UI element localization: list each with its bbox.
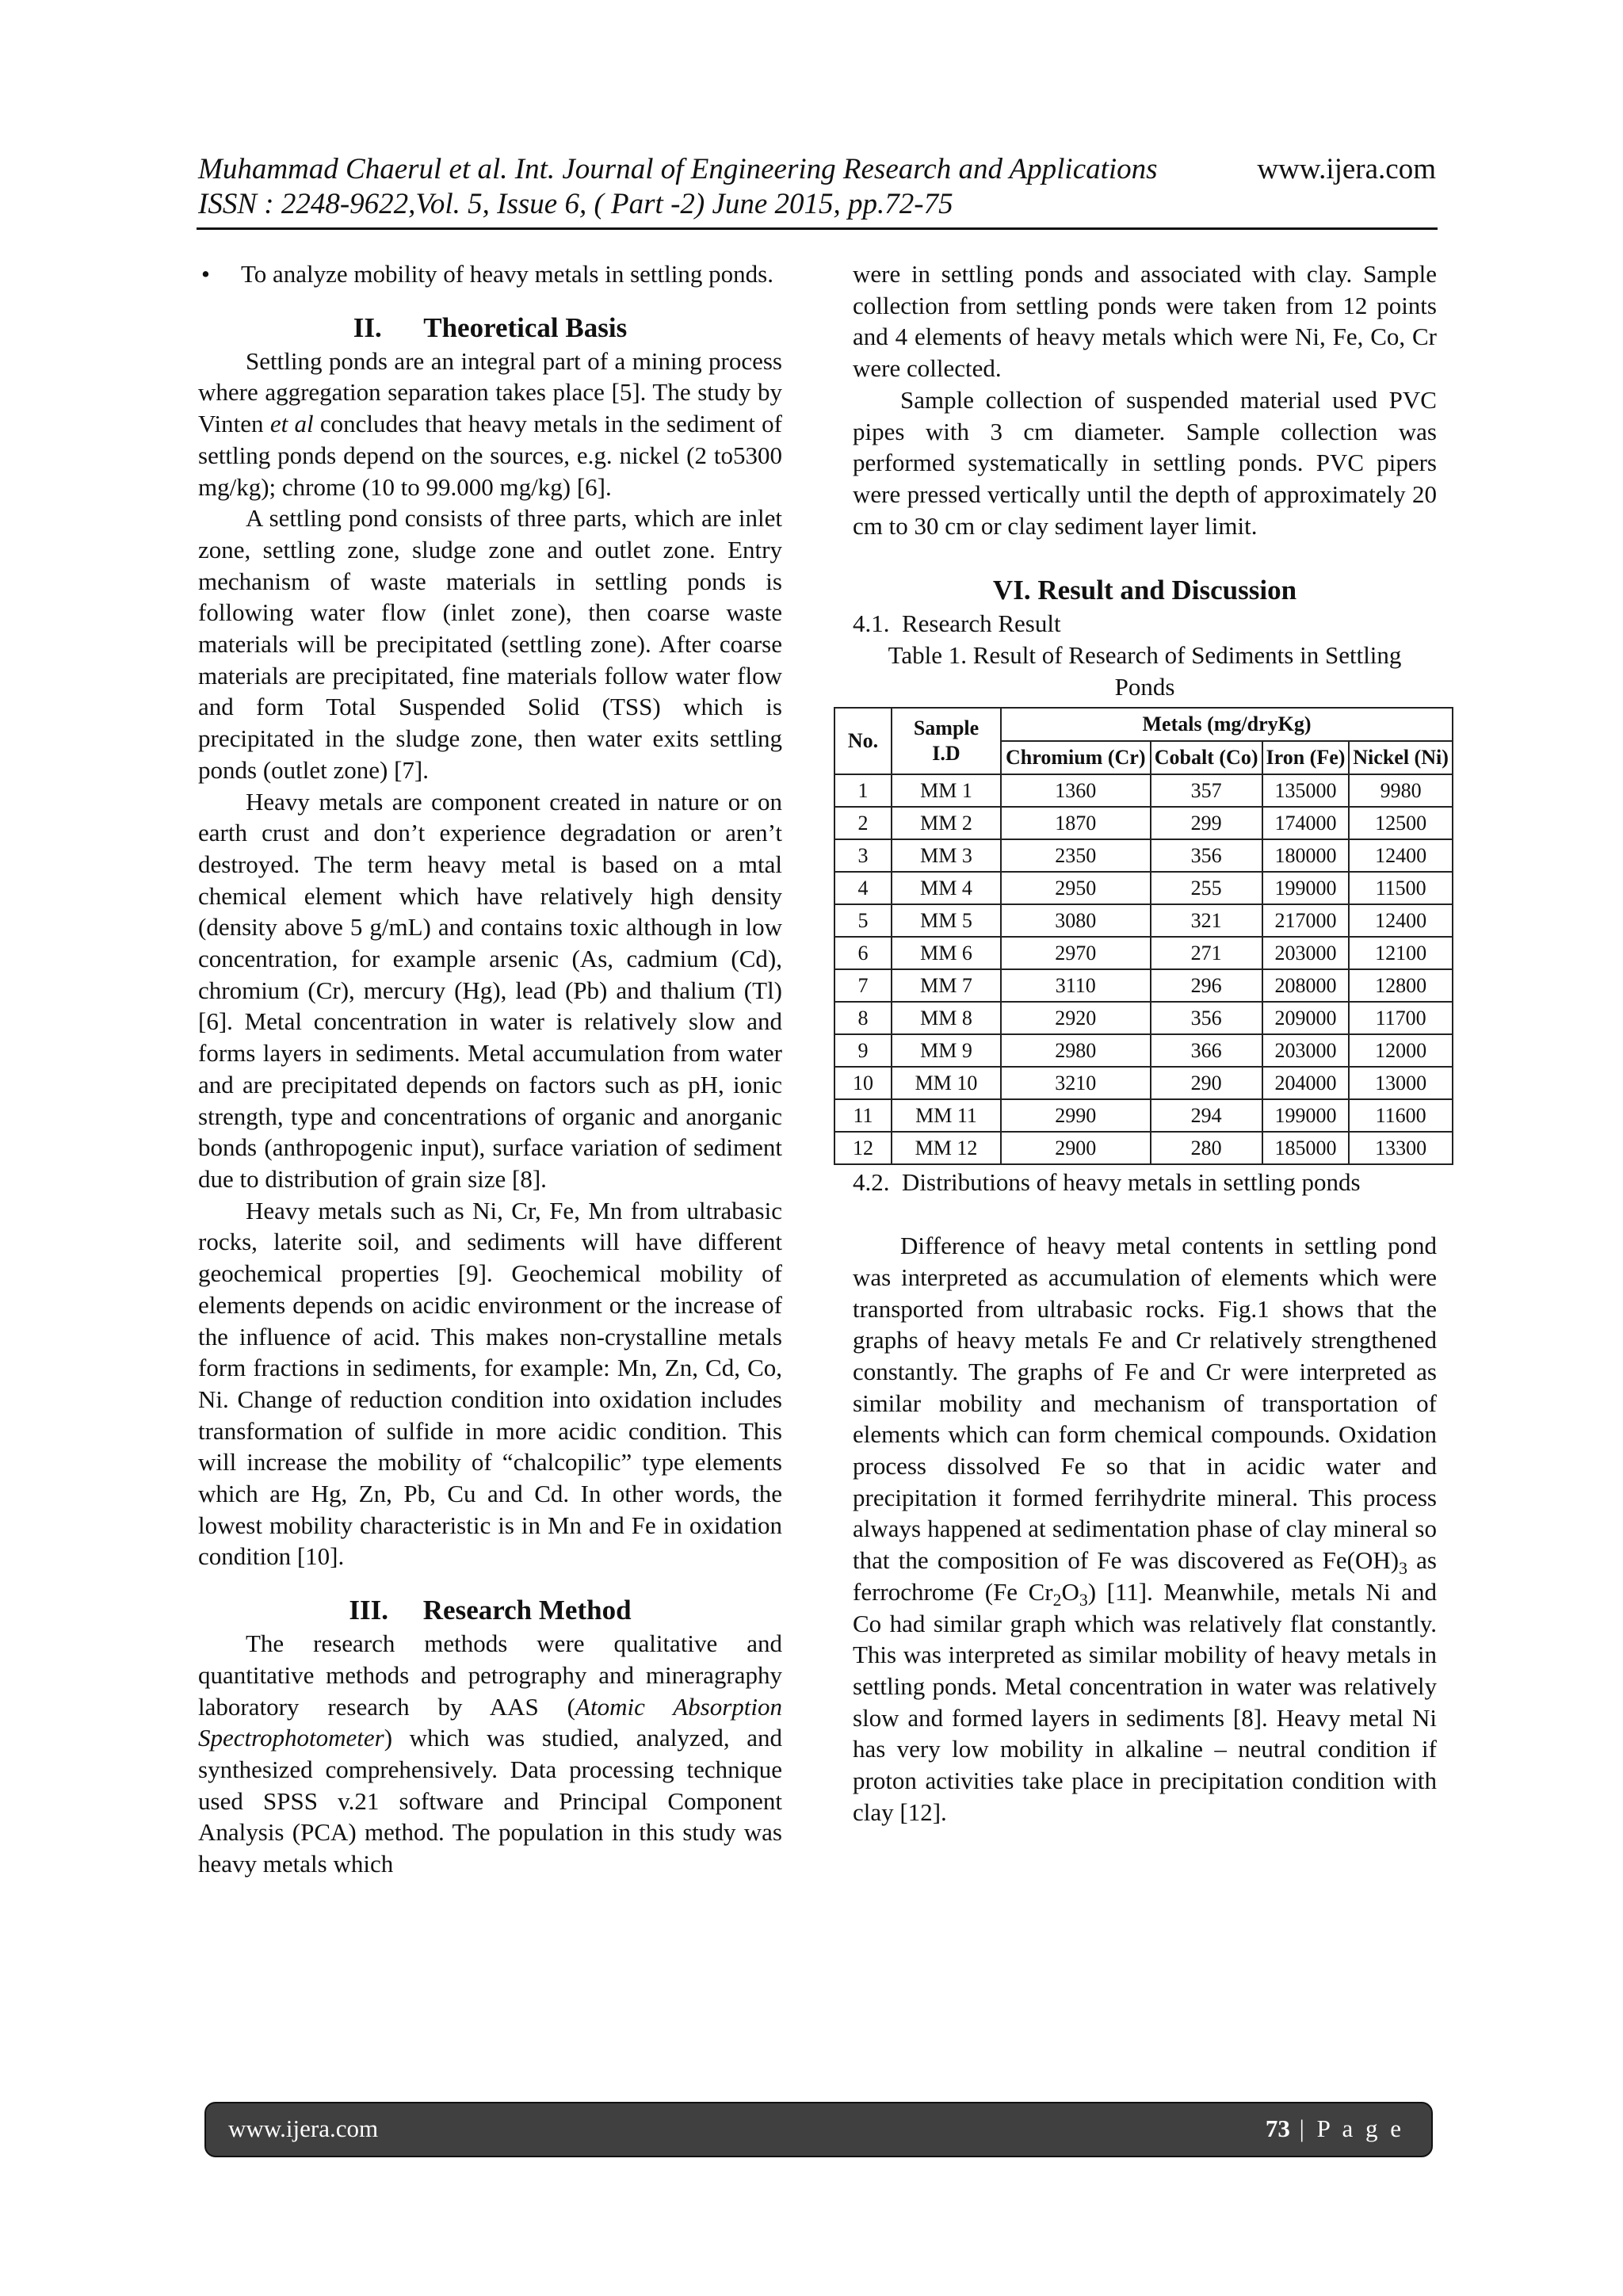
cell-chromium: 2990 xyxy=(1001,1099,1151,1132)
cell-iron: 185000 xyxy=(1262,1132,1349,1164)
cell-cobalt: 271 xyxy=(1151,937,1262,969)
italic-text: et al xyxy=(269,410,314,438)
cell-iron: 199000 xyxy=(1262,1099,1349,1132)
cell-no: 12 xyxy=(834,1132,892,1164)
section-body-theoretical-basis xyxy=(198,346,782,1572)
cell-no: 11 xyxy=(834,1099,892,1132)
running-header xyxy=(198,152,1436,222)
text-run: Sample collection of suspended material used PVC pipes with 3 cm diameter. Sample collection was performed systematically in settling ponds. PVC pipers were pressed vertically until the depth of approximately 20 cm to 30 cm or clay sediment layer limit. xyxy=(853,385,1437,540)
cell-nickel: 13000 xyxy=(1349,1067,1453,1099)
cell-cobalt: 280 xyxy=(1151,1132,1262,1164)
cell-nickel: 12400 xyxy=(1349,839,1453,872)
cell-no: 9 xyxy=(834,1034,892,1067)
cell-cobalt: 356 xyxy=(1151,839,1262,872)
footer-website: www.ijera.com xyxy=(228,2115,379,2142)
cell-chromium: 2350 xyxy=(1001,839,1151,872)
cell-cobalt: 357 xyxy=(1151,774,1262,807)
paragraph xyxy=(853,258,1437,384)
text-run: Heavy metals are component created in nature or on earth crust and don’t experience degradation or aren’t destroyed. The term heavy metal is based on a mtal chemical element which have relatively high density (density above 5 g/mL) and contains toxic although in low concentration, for example arsenic (As, cadmium (Cd), chromium (Cr), mercury (Hg), lead (Pb) and thalium (Tl) [6]. Metal concentration in water is relatively slow and forms layers in sediments. Metal accumulation from water and are precipitated depends on factors such as pH, ionic strength, type and concentrations of organic and anorganic bonds (anthropogenic input), surface variation of sediment due to distribution of grain size [8]. xyxy=(198,787,782,1193)
text-run: O xyxy=(1061,1577,1079,1606)
cell-no: 1 xyxy=(834,774,892,807)
header-cobalt: Cobalt (Co) xyxy=(1151,741,1262,774)
cell-iron: 217000 xyxy=(1262,904,1349,937)
cell-no: 5 xyxy=(834,904,892,937)
paragraph xyxy=(198,346,782,503)
cell-chromium: 1360 xyxy=(1001,774,1151,807)
cell-chromium: 2950 xyxy=(1001,872,1151,904)
text-run: The research methods were qualitative and quantitative methods and petrography and mineragraphy laboratory research by AAS ( xyxy=(198,1629,782,1721)
table-row xyxy=(834,937,1453,969)
cell-sample-id: MM 4 xyxy=(892,872,1001,904)
page-footer xyxy=(204,2102,1433,2157)
paragraph xyxy=(853,384,1437,542)
cell-nickel: 12000 xyxy=(1349,1034,1453,1067)
cell-cobalt: 294 xyxy=(1151,1099,1262,1132)
text-run: as ferrochrome (Fe Cr xyxy=(853,1546,1437,1606)
table-row xyxy=(834,904,1453,937)
subscript: 3 xyxy=(1399,1559,1407,1579)
section-heading-result-discussion: VI. Result and Discussion xyxy=(992,575,1297,606)
cell-nickel: 12500 xyxy=(1349,807,1453,839)
cell-cobalt: 366 xyxy=(1151,1034,1262,1067)
cell-no: 8 xyxy=(834,1002,892,1034)
cell-no: 6 xyxy=(834,937,892,969)
header-sample-id: Sample I.D xyxy=(892,708,1001,774)
paragraph xyxy=(853,1230,1437,1828)
paragraph xyxy=(198,786,782,1195)
cell-iron: 199000 xyxy=(1262,872,1349,904)
cell-cobalt: 299 xyxy=(1151,807,1262,839)
results-table xyxy=(834,707,1453,1165)
cell-cobalt: 356 xyxy=(1151,1002,1262,1034)
cell-iron: 180000 xyxy=(1262,839,1349,872)
cell-sample-id: MM 2 xyxy=(892,807,1001,839)
cell-no: 4 xyxy=(834,872,892,904)
page-label: | P a g e xyxy=(1299,2115,1404,2142)
text-run: ) [11]. Meanwhile, metals Ni and Co had similar graph which was relatively flat constantly. This was interpreted as similar mobility of heavy metals in settling ponds. Metal concentration in water was relatively slow and formed layers in sediments [8]. Heavy metal Ni has very low mobility in alkaline – neutral condition if proton activities take place in precipitation condition with clay [12]. xyxy=(853,1577,1437,1826)
cell-chromium: 2920 xyxy=(1001,1002,1151,1034)
issn-line: ISSN : 2248-9622,Vol. 5, Issue 6, ( Part -2) June 2015, pp.72-75 xyxy=(198,188,953,220)
cell-cobalt: 296 xyxy=(1151,969,1262,1002)
cell-iron: 135000 xyxy=(1262,774,1349,807)
table-row xyxy=(834,969,1453,1002)
cell-chromium: 2900 xyxy=(1001,1132,1151,1164)
paragraph xyxy=(198,1195,782,1572)
paragraph xyxy=(198,1628,782,1880)
table-row xyxy=(834,1132,1453,1164)
header-iron: Iron (Fe) xyxy=(1262,741,1349,774)
table-row xyxy=(834,774,1453,807)
cell-iron: 203000 xyxy=(1262,937,1349,969)
section-body-distributions xyxy=(853,1230,1437,1828)
journal-website: www.ijera.com xyxy=(1257,153,1436,185)
header-chromium: Chromium (Cr) xyxy=(1001,741,1151,774)
section-body-research-method xyxy=(198,1628,782,1880)
table-caption: Table 1. Result of Research of Sediments in Settling Ponds xyxy=(888,641,1402,701)
header-nickel: Nickel (Ni) xyxy=(1349,741,1453,774)
cell-chromium: 3080 xyxy=(1001,904,1151,937)
header-rule xyxy=(197,227,1438,230)
text-run: ) which was studied, analyzed, and synthesized comprehensively. Data processing technique used SPSS v.21 software and Principal Component Analysis (PCA) method. The population in this study was heavy metals which xyxy=(198,1724,782,1878)
cell-sample-id: MM 11 xyxy=(892,1099,1001,1132)
cell-chromium: 1870 xyxy=(1001,807,1151,839)
cell-nickel: 12100 xyxy=(1349,937,1453,969)
cell-nickel: 11500 xyxy=(1349,872,1453,904)
right-column xyxy=(847,258,1449,1828)
page-number: 73 xyxy=(1265,2115,1290,2142)
cell-nickel: 13300 xyxy=(1349,1132,1453,1164)
cell-no: 10 xyxy=(834,1067,892,1099)
subsection-heading-4-2: 4.2. Distributions of heavy metals in settling ponds xyxy=(853,1168,1361,1197)
table-row xyxy=(834,839,1453,872)
table-row xyxy=(834,1034,1453,1067)
text-run: concludes that heavy metals in the sediment of settling ponds depend on the sources, e.g. nickel (2 to5300 mg/kg); chrome (10 to 99.000 mg/kg) [6]. xyxy=(198,410,783,501)
cell-iron: 208000 xyxy=(1262,969,1349,1002)
bullet-item xyxy=(198,258,782,290)
bullet-icon: • xyxy=(201,260,210,288)
cell-cobalt: 290 xyxy=(1151,1067,1262,1099)
text-run: Difference of heavy metal contents in settling pond was interpreted as accumulation of elements which were transported from ultrabasic rocks. Fig.1 shows that the graphs of heavy metals Fe and Cr relatively strengthened constantly. The graphs of Fe and Cr were interpreted as similar mobility and mechanism of transportation of elements which can form chemical compounds. Oxidation process dissolved Fe so that in acidic water and precipitation it formed ferrihydrite mineral. This process always happened at sedimentation phase of clay mineral so that the composition of Fe was discovered as Fe(OH) xyxy=(853,1232,1437,1575)
cell-sample-id: MM 10 xyxy=(892,1067,1001,1099)
footer-page-number xyxy=(1266,2115,1404,2143)
cell-cobalt: 255 xyxy=(1151,872,1262,904)
cell-nickel: 11700 xyxy=(1349,1002,1453,1034)
journal-citation: Muhammad Chaerul et al. Int. Journal of Engineering Research and Applications xyxy=(198,153,1158,185)
text-run: A settling pond consists of three parts, which are inlet zone, settling zone, sludge zone and outlet zone. Entry mechanism of waste materials in settling ponds is following water flow (inlet zone), then coarse waste materials will be precipitated (settling zone). After coarse materials are precipitated, fine materials follow water flow and form Total Suspended Solid (TSS) which is precipitated in the sludge zone, then water exits settling ponds (outlet zone) [7]. xyxy=(198,504,782,784)
cell-nickel: 12400 xyxy=(1349,904,1453,937)
cell-chromium: 2970 xyxy=(1001,937,1151,969)
cell-iron: 203000 xyxy=(1262,1034,1349,1067)
cell-iron: 204000 xyxy=(1262,1067,1349,1099)
cell-nickel: 11600 xyxy=(1349,1099,1453,1132)
bullet-text: To analyze mobility of heavy metals in settling ponds. xyxy=(241,260,773,288)
cell-sample-id: MM 5 xyxy=(892,904,1001,937)
cell-sample-id: MM 9 xyxy=(892,1034,1001,1067)
subscript: 2 xyxy=(1052,1591,1062,1610)
header-metals: Metals (mg/dryKg) xyxy=(1001,708,1453,741)
text-run: Settling ponds are an integral part of a mining process where aggregation separation takes place [5]. The study by Vinten xyxy=(198,346,782,438)
cell-sample-id: MM 6 xyxy=(892,937,1001,969)
paragraph xyxy=(198,502,782,785)
cell-sample-id: MM 3 xyxy=(892,839,1001,872)
section-heading-research-method: III. Research Method xyxy=(349,1595,632,1626)
table-row xyxy=(834,872,1453,904)
cell-chromium: 3210 xyxy=(1001,1067,1151,1099)
italic-text: Atomic Absorption Spectrophotometer xyxy=(198,1692,782,1752)
text-run: Heavy metals such as Ni, Cr, Fe, Mn from ultrabasic rocks, laterite soil, and sediments will have different geochemical properties [9]. Geochemical mobility of elements depends on acidic environment or the increase of the influence of acid. This makes non-crystalline metals form fractions in sediments, for example: Mn, Zn, Cd, Co, Ni. Change of reduction condition into oxidation includes transformation of sulfide in more acidic condition. This will increase the mobility of “chalcopilic” type elements which are Hg, Zn, Pb, Cu and Cd. In other words, the lowest mobility characteristic is in Mn and Fe in oxidation condition [10]. xyxy=(198,1196,782,1571)
cell-no: 2 xyxy=(834,807,892,839)
section-heading-theoretical-basis: II. Theoretical Basis xyxy=(353,311,628,343)
cell-nickel: 9980 xyxy=(1349,774,1453,807)
table-row xyxy=(834,1002,1453,1034)
header-no: No. xyxy=(834,708,892,774)
subsection-heading-4-1: 4.1. Research Result xyxy=(853,609,1061,638)
table-row xyxy=(834,807,1453,839)
cell-iron: 209000 xyxy=(1262,1002,1349,1034)
cell-cobalt: 321 xyxy=(1151,904,1262,937)
table-row xyxy=(834,1067,1453,1099)
cell-chromium: 2980 xyxy=(1001,1034,1151,1067)
text-run: were in settling ponds and associated with clay. Sample collection from settling ponds were taken from 12 points and 4 elements of heavy metals which were Ni, Fe, Co, Cr were collected. xyxy=(853,260,1437,383)
cell-sample-id: MM 12 xyxy=(892,1132,1001,1164)
cell-sample-id: MM 1 xyxy=(892,774,1001,807)
table-row xyxy=(834,1099,1453,1132)
section-body-sampling xyxy=(853,258,1437,541)
cell-chromium: 3110 xyxy=(1001,969,1151,1002)
cell-sample-id: MM 8 xyxy=(892,1002,1001,1034)
subscript: 3 xyxy=(1079,1591,1088,1610)
cell-no: 3 xyxy=(834,839,892,872)
cell-iron: 174000 xyxy=(1262,807,1349,839)
cell-sample-id: MM 7 xyxy=(892,969,1001,1002)
left-column xyxy=(198,258,782,1880)
cell-no: 7 xyxy=(834,969,892,1002)
cell-nickel: 12800 xyxy=(1349,969,1453,1002)
